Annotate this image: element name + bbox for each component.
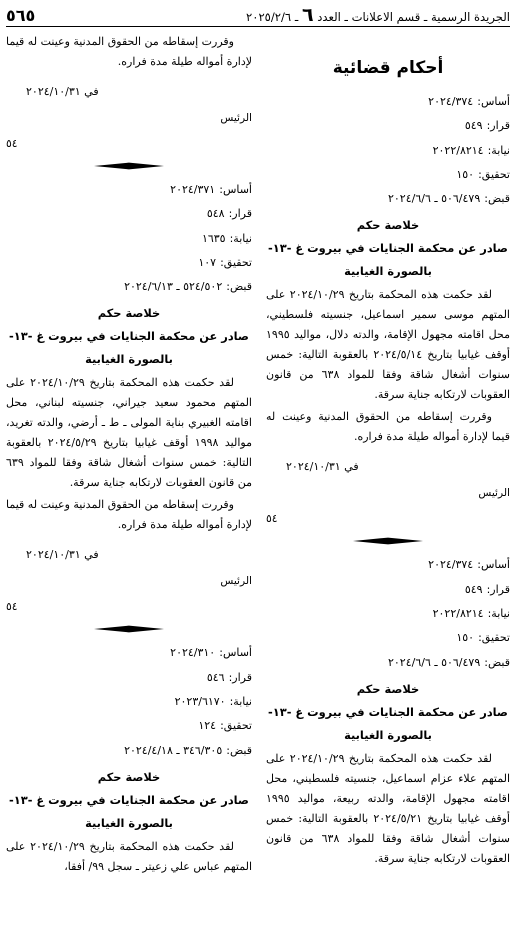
case-meta-value: ٥٢٤/٥٠٢ ـ ٢٠٢٤/٦/١٣	[124, 280, 223, 294]
case-meta-line	[6, 666, 252, 690]
case-meta-line	[6, 690, 252, 714]
judgment-mode: بالصورة الغيابية	[85, 352, 173, 367]
right-column-flow	[266, 90, 510, 869]
left-column-flow	[6, 32, 252, 877]
judgment-mode: بالصورة الغيابية	[344, 727, 432, 742]
divider-ornament	[353, 537, 423, 545]
case-meta-value: ٢٠٢٤/٣٧٤	[428, 95, 474, 108]
case-meta-label: أساس:	[219, 183, 252, 196]
judgment-block	[266, 90, 510, 529]
judgment-mode: بالصورة الغيابية	[85, 815, 173, 830]
judgment-date: في ٢٠٢٤/١٠/٣١	[26, 85, 99, 98]
case-meta-value: ٣٤٦/٣٠٥ ـ ٢٠٢٤/٤/١٨	[124, 743, 223, 757]
case-meta-label: نيابة:	[487, 143, 510, 157]
case-meta-value: ٥٤٦	[206, 670, 225, 684]
case-meta-line	[266, 602, 510, 626]
section-divider	[266, 531, 510, 551]
case-meta-value: ٥٠٦/٤٧٩ ـ ٢٠٢٤/٦/٦	[387, 655, 481, 669]
case-meta-line	[266, 139, 510, 163]
case-meta-label: نيابة:	[229, 695, 252, 709]
case-meta-value: ٥٤٩	[464, 119, 483, 133]
court-name: صادر عن محكمة الجنايات في بيروت غ -١٣-	[268, 704, 508, 719]
page-header	[6, 4, 510, 27]
judgment-date: في ٢٠٢٤/١٠/٣١	[286, 460, 359, 474]
case-meta-label: نيابة:	[229, 231, 252, 245]
case-meta-value: ٢٠٢٤/٣٧١	[170, 183, 216, 196]
left-column	[6, 30, 252, 934]
summary-title: خلاصة حكم	[97, 769, 161, 784]
case-meta-line	[6, 275, 252, 299]
case-meta-label: تحقيق:	[220, 719, 252, 733]
case-meta-value: ٢٠٢٤/٣٧٤	[428, 558, 474, 572]
court-name: صادر عن محكمة الجنايات في بيروت غ -١٣-	[268, 241, 508, 256]
case-meta-label: نيابة:	[487, 607, 510, 621]
section-divider	[6, 156, 252, 176]
case-meta-value: ٥٤٨	[206, 207, 225, 221]
case-meta-value: ٢٠٢٢/٨٢١٤	[432, 143, 484, 157]
case-meta-value: ٢٠٢٤/٣١٠	[170, 646, 216, 660]
case-meta-value: ٢٠٢٢/٨٢١٤	[432, 607, 484, 621]
issue-date: ـ ٢٠٢٥/٢/٦	[245, 10, 299, 24]
case-meta-value: ٥٤٩	[464, 582, 483, 596]
case-meta-line	[6, 227, 252, 251]
section-divider	[6, 619, 252, 639]
issue-number: ٦	[301, 4, 314, 26]
judgment-paragraph: وقررت إسقاطه من الحقوق المدنية وعينت له قيما لإدارة أمواله طيلة مدة فراره.	[6, 35, 252, 68]
case-meta-line	[266, 90, 510, 114]
case-meta-value: ١٠٧	[198, 255, 217, 269]
case-meta-line	[6, 641, 252, 665]
notice-number: ٥٤	[266, 512, 278, 526]
case-meta-line	[266, 553, 510, 577]
judgment-block	[6, 619, 252, 876]
case-meta-line	[6, 251, 252, 275]
case-meta-value: ٢٠٢٣/٦١٧٠	[174, 695, 226, 709]
case-meta-label: قبض:	[226, 743, 252, 757]
case-meta-value: ١٢٤	[198, 719, 217, 733]
signatory: الرئيس	[220, 112, 252, 124]
case-meta-line	[6, 178, 252, 202]
case-meta-label: أساس:	[477, 95, 510, 108]
case-meta-line	[266, 626, 510, 650]
notice-number: ٥٤	[6, 600, 18, 614]
case-meta-label: قرار:	[228, 670, 252, 684]
judgment-block	[6, 32, 252, 154]
judgment-paragraph: لقد حكمت هذه المحكمة بتاريخ ٢٠٢٤/١٠/٢٩ على المتهم عباس علي زعيتر ـ سجل ٩٩/ أفقا،	[6, 839, 252, 873]
judgment-paragraph: لقد حكمت هذه المحكمة بتاريخ ٢٠٢٤/١٠/٢٩ على المتهم محمود سعيد جيراني، جنسيته لبناني، محل اقامته الغبيري بناية المولى ـ ط ـ أرضي، والدته تغريد، مواليد ١٩٩٨ أوقف غيابيا بتاريخ ٢٠٢٤/٥/٢٩ بالعقوبة التالية: خمس سنوات أشغال شاقة وفقا للمواد ٦٣٩ من قانون العقوبات لارتكابه جناية سرقة.	[6, 376, 252, 490]
case-meta-line	[266, 578, 510, 602]
case-meta-value: ٥٠٦/٤٧٩ ـ ٢٠٢٤/٦/٦	[387, 192, 481, 206]
divider-ornament	[94, 625, 164, 633]
case-meta-label: قرار:	[486, 119, 510, 133]
case-meta-label: تحقيق:	[220, 255, 252, 269]
case-meta-line	[266, 187, 510, 211]
gazette-title: الجريدة الرسمية ـ قسم الاعلانات ـ العدد	[317, 10, 510, 24]
case-meta-line	[266, 163, 510, 187]
judgment-mode: بالصورة الغيابية	[344, 264, 432, 279]
judgment-paragraph: لقد حكمت هذه المحكمة بتاريخ ٢٠٢٤/١٠/٢٩ على المتهم علاء عزام اسماعيل، جنسيته فلسطيني، محل اقامته مجهول الإقامة، والدته ربيعة، مواليد ١٩٩٥ أوقف غيابيا بتاريخ ٢٠٢٤/٥/٢١ بالعقوبة التالية: خمس سنوات أشغال شاقة وفقا للمواد ٦٣٨ من قانون العقوبات لارتكابه جناية سرقة.	[266, 751, 510, 865]
case-meta-value: ١٥٠	[456, 631, 475, 645]
judgment-paragraph: لقد حكمت هذه المحكمة بتاريخ ٢٠٢٤/١٠/٢٩ على المتهم موسى سمير اسماعيل، جنسيته فلسطيني، محل اقامته مجهول الإقامة، والدته دلال، مواليد ١٩٩٥ أوقف غيابيا بتاريخ ٢٠٢٤/٥/١٤ بالعقوبة التالية: خمس سنوات أشغال شاقة وفقا للمواد ٦٣٨ من قانون العقوبات لارتكابه جناية سرقة.	[266, 288, 510, 402]
judgment-paragraph: وقررت إسقاطه من الحقوق المدنية وعينت له قيما لإدارة أمواله طيلة مدة فراره.	[6, 498, 252, 532]
case-meta-line	[6, 739, 252, 763]
court-name: صادر عن محكمة الجنايات في بيروت غ -١٣-	[9, 329, 249, 344]
summary-title: خلاصة حكم	[97, 306, 161, 321]
case-meta-line	[266, 651, 510, 675]
summary-title: خلاصة حكم	[356, 218, 420, 233]
case-meta-value: ١٥٠	[456, 167, 475, 181]
case-meta-label: قبض:	[484, 192, 510, 206]
case-meta-line	[6, 202, 252, 226]
case-meta-label: أساس:	[219, 646, 252, 660]
summary-title: خلاصة حكم	[356, 681, 420, 696]
case-meta-label: قرار:	[228, 207, 252, 221]
page-number: ٥٦٥	[6, 5, 36, 25]
divider-ornament	[94, 162, 164, 170]
case-meta-line	[266, 114, 510, 138]
court-name: صادر عن محكمة الجنايات في بيروت غ -١٣-	[9, 792, 249, 807]
judgment-paragraph: وقررت إسقاطه من الحقوق المدنية وعينت له قيما لإدارة أمواله طيلة مدة فراره.	[266, 410, 510, 444]
case-meta-label: تحقيق:	[478, 167, 510, 181]
judgment-block	[266, 531, 510, 868]
case-meta-label: قرار:	[486, 582, 510, 596]
case-meta-label: أساس:	[477, 558, 510, 572]
case-meta-label: قبض:	[484, 655, 510, 669]
judgment-date: في ٢٠٢٤/١٠/٣١	[26, 548, 99, 562]
case-meta-line	[6, 714, 252, 738]
case-meta-label: تحقيق:	[478, 631, 510, 645]
case-meta-label: قبض:	[226, 280, 252, 294]
right-column	[266, 30, 510, 934]
running-title	[246, 4, 510, 26]
signatory: الرئيس	[220, 575, 252, 588]
signatory: الرئيس	[478, 487, 510, 500]
judgment-block	[6, 156, 252, 617]
case-meta-value: ١٦٣٥	[201, 231, 226, 245]
section-heading: أحكام قضائية	[332, 58, 444, 78]
notice-number: ٥٤	[6, 137, 18, 150]
